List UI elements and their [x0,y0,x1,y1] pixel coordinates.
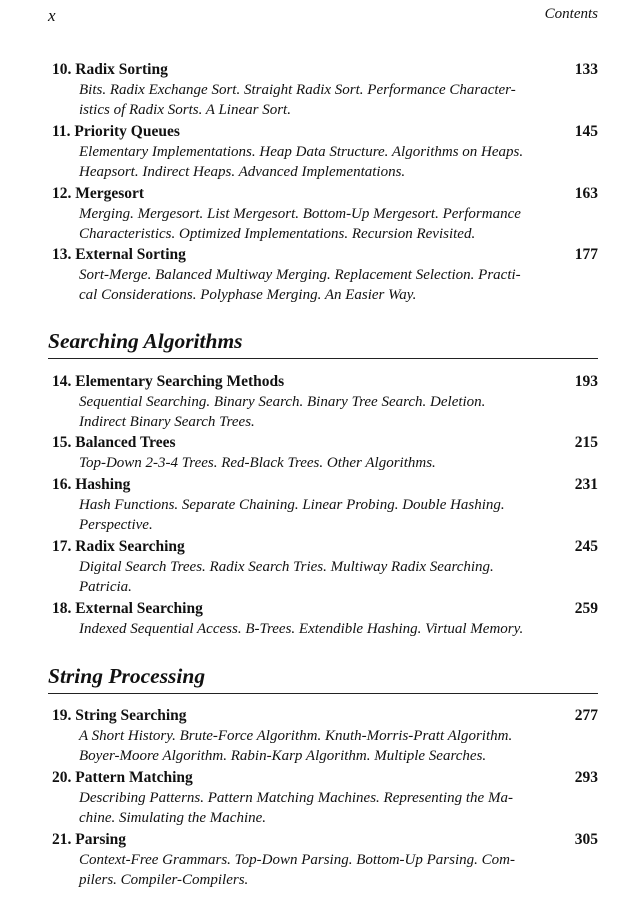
chapter-page-number: 293 [574,769,598,786]
chapter-title: Mergesort [75,185,145,202]
toc-entry-chapter-14[interactable] [52,372,598,432]
toc-entry-chapter-17[interactable] [52,537,598,597]
chapter-heading: 20. Pattern Matching [52,769,193,786]
toc-entry-chapter-18[interactable] [52,599,598,639]
part-divider [48,358,598,359]
chapter-title: Hashing [75,476,131,493]
chapter-topics: Sort-Merge. Balanced Multiway Merging. Replacement Selection. Practi- cal Considerations. Polyphase Merging. An Easier Way. [79,267,521,303]
chapter-page-number: 193 [574,373,598,390]
toc-entry-chapter-19[interactable] [52,706,598,766]
chapter-title: Elementary Searching Methods [75,373,285,390]
chapter-heading: 16. Hashing [52,476,131,493]
chapter-page-number: 231 [574,476,598,493]
chapter-heading: 21. Parsing [52,831,127,848]
chapter-topics: Digital Search Trees. Radix Search Tries. Multiway Radix Searching. Patricia. [79,559,494,595]
chapter-heading: 17. Radix Searching [52,538,185,555]
chapter-title: Radix Sorting [75,61,168,78]
chapter-heading: 10. Radix Sorting [52,61,168,78]
chapter-title: Parsing [75,831,127,848]
chapter-heading: 18. External Searching [52,600,203,617]
running-title: Contents [544,6,598,22]
chapter-heading: 13. External Sorting [52,246,186,263]
chapter-title: Radix Searching [75,538,185,555]
chapter-topics: Describing Patterns. Pattern Matching Machines. Representing the Ma- chine. Simulating the Machine. [79,790,513,826]
chapter-page-number: 163 [574,185,598,202]
chapter-title: Balanced Trees [75,434,176,451]
toc-entry-chapter-16[interactable] [52,475,598,535]
chapter-topics: Hash Functions. Separate Chaining. Linear Probing. Double Hashing. Perspective. [79,497,505,533]
toc-entry-chapter-20[interactable] [52,768,598,828]
chapter-topics: Elementary Implementations. Heap Data Structure. Algorithms on Heaps. Heapsort. Indirect Heaps. Advanced Implementations. [79,144,524,180]
part-title-searching: Searching Algorithms [48,329,243,353]
chapter-title: String Searching [75,707,187,724]
chapter-page-number: 177 [574,246,598,263]
chapter-page-number: 277 [574,707,598,724]
toc-entry-chapter-13[interactable] [52,245,598,305]
toc-entry-chapter-10[interactable] [52,60,598,120]
toc-entry-chapter-11[interactable] [52,122,598,182]
chapter-page-number: 245 [574,538,598,555]
toc-entry-chapter-12[interactable] [52,184,598,244]
chapter-title: External Searching [75,600,203,617]
chapter-topics: Sequential Searching. Binary Search. Binary Tree Search. Deletion. Indirect Binary Search Trees. [79,394,486,430]
chapter-heading: 15. Balanced Trees [52,434,176,451]
toc-entry-chapter-21[interactable] [52,830,598,890]
chapter-title: External Sorting [75,246,186,263]
chapter-page-number: 305 [574,831,598,848]
chapter-heading: 14. Elementary Searching Methods [52,373,285,390]
chapter-topics: A Short History. Brute-Force Algorithm. Knuth-Morris-Pratt Algorithm. Boyer-Moore Algorithm. Rabin-Karp Algorithm. Multiple Searches. [79,728,513,764]
chapter-topics: Context-Free Grammars. Top-Down Parsing. Bottom-Up Parsing. Com- pilers. Compiler-Compilers. [79,852,515,888]
chapter-title: Priority Queues [74,123,180,140]
part-title-string-processing: String Processing [48,664,206,688]
chapter-heading: 11. Priority Queues [52,123,180,140]
chapter-heading: 19. String Searching [52,707,187,724]
chapter-topics: Top-Down 2-3-4 Trees. Red-Black Trees. Other Algorithms. [79,455,436,471]
toc-entry-chapter-15[interactable] [52,433,598,473]
chapter-title: Pattern Matching [75,769,193,786]
chapter-page-number: 259 [574,600,598,617]
chapter-page-number: 133 [574,61,598,78]
chapter-topics: Indexed Sequential Access. B-Trees. Extendible Hashing. Virtual Memory. [79,621,524,637]
chapter-page-number: 215 [574,434,598,451]
chapter-topics: Merging. Mergesort. List Mergesort. Bottom-Up Mergesort. Performance Characteristics. Optimized Implementations. Recursion Revisited. [79,206,521,242]
chapter-topics: Bits. Radix Exchange Sort. Straight Radix Sort. Performance Character- istics of Radix Sorts. A Linear Sort. [79,82,516,118]
chapter-page-number: 145 [574,123,598,140]
page-folio: x [48,6,56,25]
chapter-heading: 12. Mergesort [52,185,145,202]
part-divider [48,693,598,694]
